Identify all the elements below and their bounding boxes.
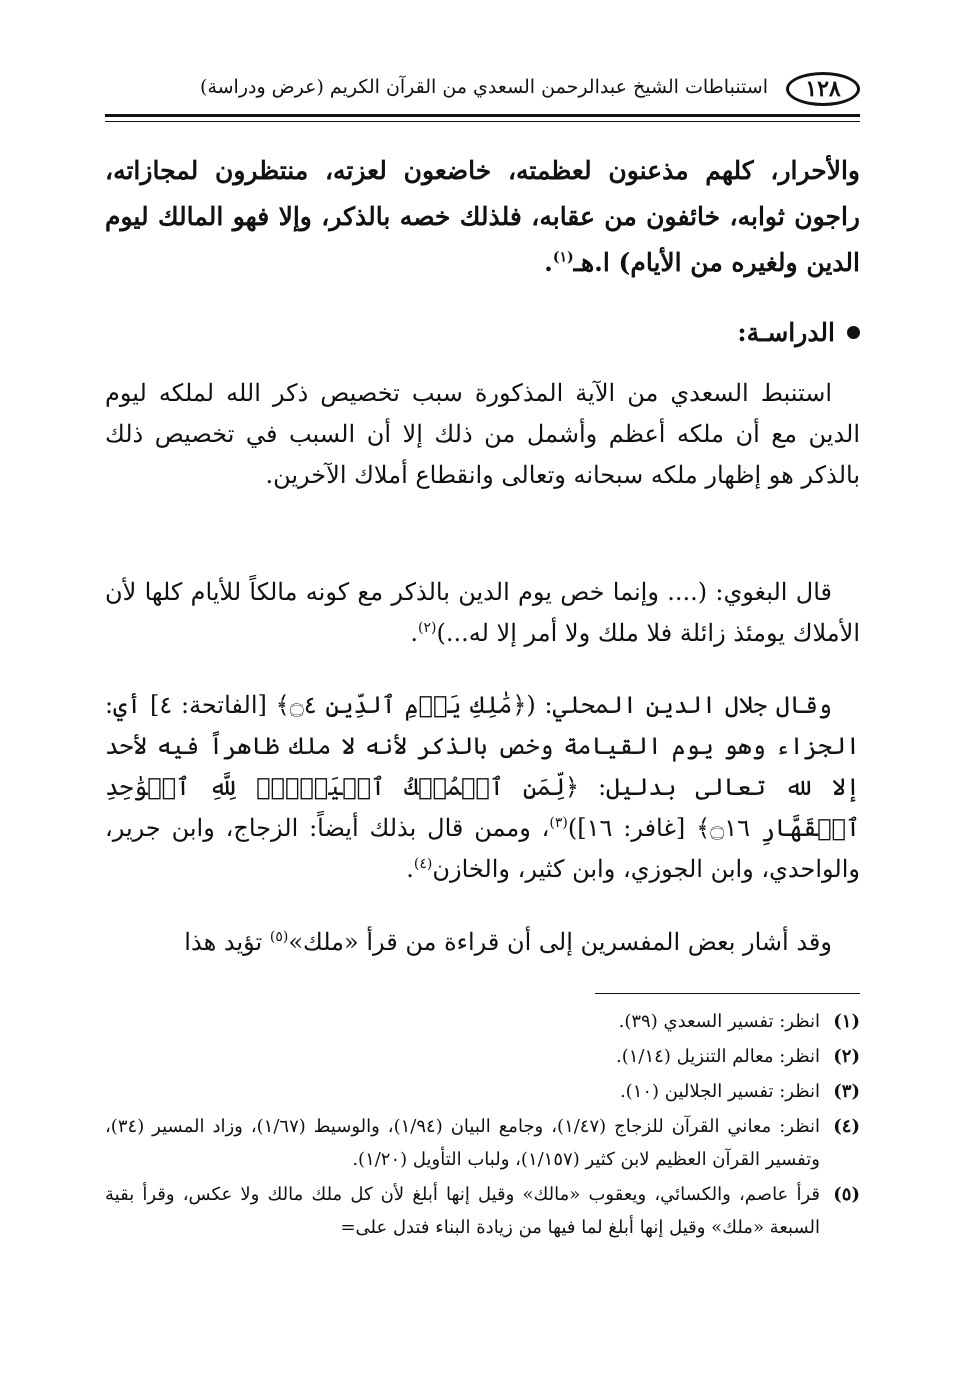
footnote-text: قرأ عاصم، والكسائي، ويعقوب «مالك» وقيل إنها أبلغ لأن كل ملك مالك ولا عكس، وقرأ بقية السبعة «ملك» وقيل إنها أبلغ لما فيها من زيادة البناء فتدل على= (105, 1184, 820, 1238)
footnote (105, 1178, 860, 1244)
footnote (105, 1110, 860, 1176)
running-title: استنباطات الشيخ عبدالرحمن السعدي من القرآن الكريم (عرض ودراسة) (200, 76, 768, 98)
footnote-number: (٣) (833, 1081, 860, 1102)
footnote-text: انظر: تفسير السعدي (٣٩). (618, 1011, 820, 1032)
footnote-text: انظر: معاني القرآن للزجاج (١/٤٧)، وجامع البيان (١/٩٤)، والوسيط (١/٦٧)، وزاد المسير (٣٤)، وتفسير القرآن العظيم لابن كثير (١/١٥٧)، ولباب التأويل (١/٢٠). (105, 1116, 820, 1170)
paragraph-3-intro: وقال جلال الدين المحلي: ( (526, 691, 832, 719)
paragraph-1 (105, 373, 860, 496)
paragraph-3-after: ، وممن قال بذلك أيضاً: الزجاج، وابن جرير، والواحدي، وابن الجوزي، وابن كثير، والخازن (105, 814, 860, 883)
footnote-ref-4[interactable]: (٤) (413, 856, 433, 872)
paragraph-4-text-before: وقد أشار بعض المفسرين إلى أن قراءة من قرأ «ملك» (288, 928, 832, 956)
paragraph-3-mid: أي: الجزاء وهو يوم القيامة وخص بالذكر لأنه لا ملك ظاهراً فيه لأحد إلا لله تعالى بدليل: (105, 691, 860, 801)
paragraph-3 (105, 685, 860, 890)
footnote-ref-2[interactable]: (٢) (418, 620, 437, 636)
header-rule-thick (105, 114, 860, 117)
paragraph-1-text: استنبط السعدي من الآية المذكورة سبب تخصيص ذكر الله لملكه ليوم الدين مع أن ملكه أعظم وأشمل من ذلك إلا أن السبب في تخصيص ذلك بالذكر هو إظهار ملكه سبحانه وتعالى وانقطاع أملاك الآخرين. (105, 379, 860, 489)
paragraph-4-text-after: تؤيد هذا (184, 928, 263, 956)
page-number: ١٢٨ (805, 76, 841, 102)
footnote (105, 1005, 860, 1038)
verse-citation-2: [غافر: ١٦]) (567, 814, 686, 842)
footnote (105, 1040, 860, 1073)
footnote-number: (٢) (833, 1046, 860, 1067)
paragraph-2-text: قال البغوي: (.... وإنما خص يوم الدين بالذكر مع كونه مالكاً للأيام كلها لأن الأملاك يومئذ زائلة فلا ملك ولا أمر إلا له...) (105, 578, 860, 647)
footnote-ref-5[interactable]: (٥) (269, 929, 289, 945)
footnote-text: انظر: تفسير الجلالين (١٠). (619, 1081, 820, 1102)
quran-verse-1: ﴿مَٰلِكِ يَوۡمِ ٱلدِّينِ ۝٤﴾ (275, 691, 527, 719)
section-heading (737, 318, 860, 347)
verse-citation-1: [الفاتحة: ٤] (149, 691, 267, 719)
footnote-separator (595, 993, 860, 994)
quote-end: . (544, 248, 553, 277)
paragraph-4 (105, 922, 860, 963)
paragraph-2 (105, 572, 860, 654)
page-number-badge (786, 72, 860, 106)
section-heading-text: الدراسـة: (737, 318, 835, 347)
footnote-text: انظر: معالم التنزيل (١/١٤). (616, 1046, 820, 1067)
quote-paragraph (105, 148, 860, 286)
footnote-number: (٥) (833, 1184, 860, 1205)
paragraph-3-end: . (406, 855, 414, 883)
quote-text: والأحرار، كلهم مذعنون لعظمته، خاضعون لعزته، منتظرون لمجازاته، راجون ثوابه، خائفون من عقابه، فلذلك خصه بالذكر، وإلا فهو المالك ليوم الدين ولغيره من الأيام) ا.هـ (105, 156, 860, 277)
paragraph-2-end: . (410, 619, 419, 647)
footnote-number: (٤) (833, 1116, 860, 1137)
footnote-ref-1[interactable]: (١) (552, 249, 574, 266)
header-rule-thin (105, 121, 860, 122)
footnote-number: (١) (833, 1011, 860, 1032)
quran-verse-2: ﴿لِّمَنِ ٱلۡمُلۡكُ ٱلۡيَوۡمَۖ لِلَّهِ ٱلۡوَٰحِدِ ٱلۡقَهَّارِ ۝١٦﴾ (105, 773, 861, 842)
footnotes (105, 1005, 860, 1246)
footnote-ref-3[interactable]: (٣) (549, 815, 568, 831)
footnote (105, 1075, 860, 1108)
page-header (105, 60, 860, 118)
bullet-icon (847, 326, 860, 339)
